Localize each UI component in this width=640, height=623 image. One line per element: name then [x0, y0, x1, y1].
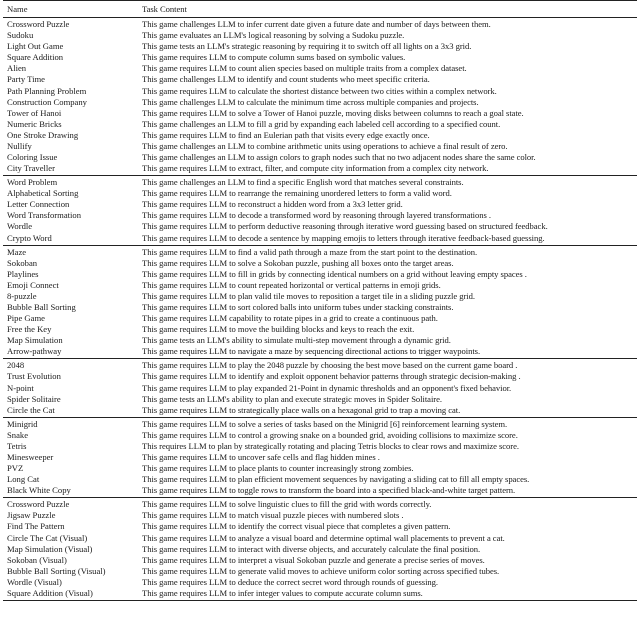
game-name: Tetris: [7, 440, 27, 451]
task-content: This game requires LLM to play the 2048 puzzle by choosing the best move based on the current game board .: [142, 360, 518, 371]
game-name: 2048: [7, 360, 25, 371]
task-content: This game requires LLM to count alien species based on multiple traits from a complex dataset.: [142, 63, 467, 74]
table-row: [3, 258, 637, 269]
table-row: [3, 335, 637, 346]
game-name: Jigsaw Puzzle: [7, 510, 56, 521]
game-name: Arrow-pathway: [7, 346, 62, 357]
task-content: This game challenges LLM to infer current date given a future date and number of days between them.: [142, 19, 491, 30]
task-content: This game requires LLM to calculate the shortest distance between two cities within a complex network.: [142, 85, 497, 96]
task-content: This game requires LLM to strategically place walls on a hexagonal grid to trap a moving cat.: [142, 404, 461, 415]
table-row: [3, 510, 637, 521]
table-row: [3, 588, 637, 599]
task-content: This game requires LLM to solve a Sokoban puzzle, pushing all boxes onto the target areas.: [142, 257, 454, 268]
game-name: Word Transformation: [7, 210, 82, 221]
task-content: This game requires LLM to solve a Tower of Hanoi puzzle, moving disks between columns to reach a goal state.: [142, 107, 524, 118]
table-row: [3, 85, 637, 96]
table-row: [3, 19, 637, 30]
task-content: This game requires LLM to generate valid moves to achieve uniform color sorting across specified tubes.: [142, 565, 500, 576]
task-content: This game tests an LLM's strategic reasoning by requiring it to switch off all lights on a 3x3 grid.: [142, 41, 472, 52]
table-row: [3, 30, 637, 41]
game-name: Nullify: [7, 140, 32, 151]
game-name: Sokoban (Visual): [7, 554, 67, 565]
game-name: Bubble Ball Sorting: [7, 301, 76, 312]
task-content: This game requires LLM to sort colored balls into uniform tubes under stacking constraints.: [142, 301, 454, 312]
game-name: Letter Connection: [7, 199, 70, 210]
table-row: [3, 130, 637, 141]
game-name: Bubble Ball Sorting (Visual): [7, 565, 106, 576]
game-name: PVZ: [7, 463, 24, 474]
task-content: This game requires LLM to place plants to counter increasingly strong zombies.: [142, 463, 414, 474]
task-content: This game requires LLM to identify and exploit opponent behavior patterns through strategic decision-making .: [142, 371, 521, 382]
game-name: Construction Company: [7, 96, 87, 107]
task-content: This game challenges an LLM to find a specific English word that matches several constraints.: [142, 177, 464, 188]
task-content: This game requires LLM to perform deductive reasoning through iterative word guessing based on structured feedback.: [142, 221, 548, 232]
task-content: This game tests an LLM's ability to simulate multi-step movement through a dynamic grid.: [142, 335, 451, 346]
table-row: [3, 302, 637, 313]
game-name: Snake: [7, 429, 29, 440]
table-row: [3, 199, 637, 210]
task-content: This game requires LLM to move the building blocks and keys to reach the exit.: [142, 324, 415, 335]
table-row: [3, 474, 637, 485]
table-body: [3, 17, 637, 600]
game-name: Crypto Word: [7, 232, 52, 243]
column-header-name: Name: [7, 4, 28, 14]
task-content: This game challenges an LLM to fill a grid by expanding each labeled cell according to a specified count.: [142, 118, 501, 129]
table-row: [3, 346, 637, 357]
game-name: One Stroke Drawing: [7, 129, 79, 140]
game-name: Square Addition: [7, 52, 64, 63]
game-name: N-point: [7, 382, 34, 393]
task-content: This game requires LLM to deduce the correct secret word through rounds of guessing.: [142, 576, 439, 587]
game-name: Black White Copy: [7, 485, 71, 496]
game-name: Path Planning Problem: [7, 85, 87, 96]
task-content: This requires LLM to plan by strategically rotating and placing Tetris blocks to clear rows and maximize score.: [142, 440, 519, 451]
game-name: 8-puzzle: [7, 290, 37, 301]
task-content: This game requires LLM to infer integer values to compute accurate column sums.: [142, 587, 423, 598]
game-group: [3, 498, 637, 600]
game-name: Maze: [7, 246, 27, 257]
game-group: [3, 18, 637, 175]
game-name: Crossword Puzzle: [7, 499, 70, 510]
game-name: Long Cat: [7, 474, 40, 485]
task-content: This game requires LLM to reconstruct a hidden word from a 3x3 letter grid.: [142, 199, 403, 210]
task-content: This game requires LLM to interact with diverse objects, and accurately calculate the final position.: [142, 543, 481, 554]
task-content: This game challenges LLM to identify and count students who meet specific criteria.: [142, 74, 430, 85]
table-row: [3, 313, 637, 324]
game-name: Circle The Cat (Visual): [7, 532, 88, 543]
task-content: This game challenges an LLM to assign colors to graph nodes such that no two adjacent nodes share the same color.: [142, 151, 536, 162]
game-group: [3, 246, 637, 359]
table-row: [3, 41, 637, 52]
table-row: [3, 577, 637, 588]
table-row: [3, 247, 637, 258]
task-content: This game requires LLM to decode a transformed word by reasoning through layered transformations .: [142, 210, 492, 221]
task-content: This game requires LLM to uncover safe cells and flag hidden mines .: [142, 452, 380, 462]
table-row: [3, 463, 637, 474]
table-row: [3, 485, 637, 496]
game-name: Minigrid: [7, 418, 38, 429]
task-content: This game requires LLM to plan efficient movement sequences by navigating a sliding cat to fill all empty spaces.: [142, 474, 530, 485]
table-row: [3, 188, 637, 199]
table-row: [3, 52, 637, 63]
game-name: Wordle (Visual): [7, 576, 62, 587]
table-row: [3, 360, 637, 371]
game-name: Word Problem: [7, 177, 58, 188]
task-content: This game requires LLM to decode a sentence by mapping emojis to letters through iterative feedback-based guessing.: [142, 232, 545, 243]
game-group: [3, 418, 637, 498]
table-row: [3, 97, 637, 108]
game-name: Party Time: [7, 74, 45, 85]
task-content: This game requires LLM to count repeated horizontal or vertical patterns in emoji grids.: [142, 279, 441, 290]
task-content: This game requires LLM to find a valid path through a maze from the start point to the destination.: [142, 246, 478, 257]
game-name: Find The Pattern: [7, 521, 65, 532]
table-row: [3, 405, 637, 416]
table-row: [3, 452, 637, 463]
game-name: Tower of Hanoi: [7, 107, 62, 118]
task-content: This game requires LLM to find an Eulerian path that visits every edge exactly once.: [142, 129, 430, 140]
task-content: This game requires LLM to plan valid tile moves to reposition a target tile in a sliding puzzle grid.: [142, 290, 475, 301]
game-name: Circle the Cat: [7, 404, 55, 415]
task-content: This game challenges an LLM to combine arithmetic units using operations to achieve a final result of zero.: [142, 140, 508, 151]
task-content: This game requires LLM to compute column sums based on symbolic values.: [142, 52, 406, 63]
table-row: [3, 430, 637, 441]
game-name: Square Addition (Visual): [7, 587, 93, 598]
task-content: This game requires LLM to fill in grids by connecting identical numbers on a grid without leaving empty spaces .: [142, 268, 527, 279]
task-content: This game challenges LLM to calculate the minimum time across multiple companies and projects.: [142, 96, 479, 107]
table-row: [3, 108, 637, 119]
task-content: This game requires LLM to identify the correct visual piece that completes a given pattern.: [142, 521, 451, 532]
table-row: [3, 383, 637, 394]
game-name: Sudoku: [7, 30, 34, 41]
task-content: This game requires LLM to match visual puzzle pieces with numbered slots .: [142, 510, 404, 521]
table-row: [3, 324, 637, 335]
game-name: Alien: [7, 63, 27, 74]
task-content: This game evaluates an LLM's logical reasoning by solving a Sudoku puzzle.: [142, 30, 405, 41]
game-name: Emoji Connect: [7, 279, 59, 290]
task-content: This game requires LLM to solve linguistic clues to fill the grid with words correctly.: [142, 499, 432, 510]
table-row: [3, 555, 637, 566]
column-header-task: Task Content: [142, 4, 187, 14]
game-name: Crossword Puzzle: [7, 19, 70, 30]
game-name: Numeric Bricks: [7, 118, 62, 129]
task-content: This game requires LLM to toggle rows to transform the board into a specified black-and-white target pattern.: [142, 485, 516, 496]
table-row: [3, 74, 637, 85]
game-name: Pipe Game: [7, 313, 45, 324]
task-content: This game requires LLM to navigate a maze by sequencing directional actions to trigger waypoints.: [142, 346, 481, 357]
game-name: Spider Solitaire: [7, 393, 61, 404]
table-row: [3, 269, 637, 280]
table-row: [3, 163, 637, 174]
table-row: [3, 280, 637, 291]
table-row: [3, 441, 637, 452]
table-row: [3, 291, 637, 302]
game-name: Map Simulation: [7, 335, 63, 346]
table-row: [3, 63, 637, 74]
game-name: City Traveller: [7, 163, 55, 174]
table-row: [3, 544, 637, 555]
game-name: Map Simulation (Visual): [7, 543, 93, 554]
table-row: [3, 371, 637, 382]
table-row: [3, 177, 637, 188]
table-row: [3, 152, 637, 163]
task-content: This game requires LLM to interpret a visual Sokoban puzzle and generate a precise series of moves.: [142, 554, 485, 565]
table-row: [3, 394, 637, 405]
task-content: This game requires LLM to play expanded 21-Point in dynamic thresholds and an opponent's fixed behavior.: [142, 382, 512, 393]
game-name: Light Out Game: [7, 41, 64, 52]
game-name: Minesweeper: [7, 452, 54, 462]
task-content: This game requires LLM capability to rotate pipes in a grid to create a continuous path.: [142, 313, 438, 324]
table-header: [3, 1, 637, 17]
game-name: Trust Evolution: [7, 371, 61, 382]
game-name: Coloring Issue: [7, 151, 58, 162]
task-content: This game requires LLM to extract, filter, and compute city information from a complex city network.: [142, 163, 489, 174]
table-row: [3, 221, 637, 232]
table-row: [3, 499, 637, 510]
task-content: This game tests an LLM's ability to plan and execute strategic moves in Spider Solitaire.: [142, 393, 442, 404]
table-row: [3, 210, 637, 221]
game-group: [3, 176, 637, 244]
game-group: [3, 359, 637, 416]
table-row: [3, 232, 637, 243]
table-row: [3, 141, 637, 152]
game-name: Alphabetical Sorting: [7, 188, 79, 199]
table-row: [3, 419, 637, 430]
task-content: This game requires LLM to solve a series of tasks based on the Minigrid [6] reinforcement learning system.: [142, 418, 508, 429]
table-row: [3, 119, 637, 130]
table-row: [3, 566, 637, 577]
game-name: Sokoban: [7, 257, 38, 268]
table-row: [3, 521, 637, 532]
task-content: This game requires LLM to analyze a visual board and determine optimal wall placements to prevent a cat.: [142, 532, 505, 543]
game-name: Wordle: [7, 221, 33, 232]
game-name: Free the Key: [7, 324, 52, 335]
task-content: This game requires LLM to control a growing snake on a bounded grid, avoiding collisions to maximize score.: [142, 429, 518, 440]
table-row: [3, 533, 637, 544]
game-name: Playlines: [7, 268, 39, 279]
task-content: This game requires LLM to rearrange the remaining unordered letters to form a valid word.: [142, 188, 452, 199]
bottom-rule: [3, 600, 637, 601]
